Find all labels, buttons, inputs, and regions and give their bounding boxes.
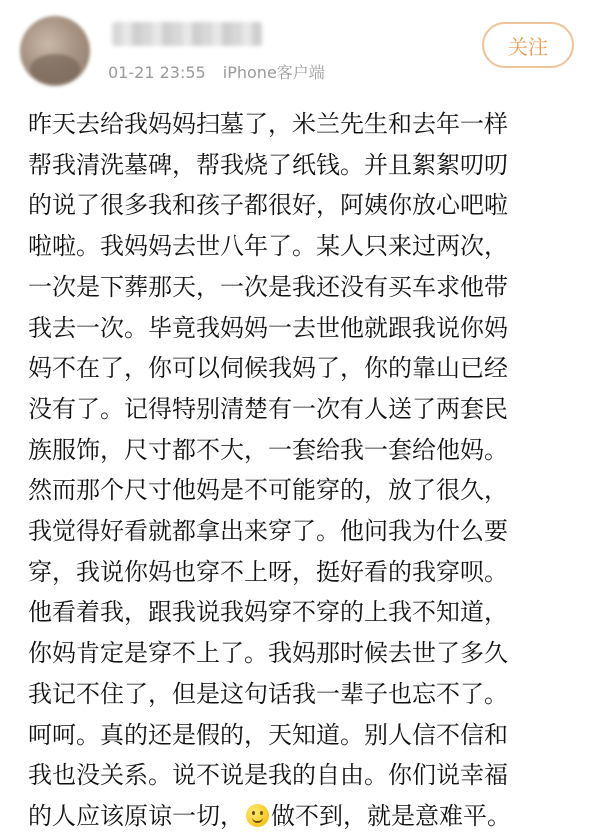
post-line: 妈不在了，你可以伺候我妈了，你的靠山已经 bbox=[28, 354, 508, 383]
post-line: 他看着我，跟我说我妈穿不穿的上我不知道， bbox=[28, 598, 508, 627]
post-line: 我记不住了，但是这句话我一辈子也忘不了。 bbox=[28, 679, 508, 708]
smile-emoji-icon bbox=[246, 804, 269, 827]
post-line: 帮我清洗墓碑，帮我烧了纸钱。并且絮絮叨叨 bbox=[28, 150, 508, 179]
username-redacted[interactable] bbox=[112, 22, 262, 46]
post-line: 我也没关系。说不说是我的自由。你们说幸福 bbox=[28, 761, 508, 790]
post-line: 一次是下葬那天，一次是我还没有买车求他带 bbox=[28, 272, 508, 301]
post-line: 昨天去给我妈妈扫墓了，米兰先生和去年一样 bbox=[28, 110, 508, 138]
post-timestamp: 01-21 23:55 bbox=[108, 63, 206, 82]
post-line: 的说了很多我和孩子都很好，阿姨你放心吧啦 bbox=[28, 191, 508, 220]
post-line: 你妈肯定是穿不上了。我妈那时候去世了多久 bbox=[28, 639, 508, 668]
post-line-last-part2: 做不到，就是意难平。 bbox=[271, 801, 511, 830]
post-line-last bbox=[28, 796, 593, 837]
post-line: 穿，我说你妈也穿不上呀，挺好看的我穿呗。 bbox=[28, 557, 508, 586]
post-text bbox=[28, 104, 593, 837]
avatar[interactable] bbox=[20, 16, 90, 86]
post-line: 然而那个尺寸他妈是不可能穿的，放了很久， bbox=[28, 476, 508, 505]
post-meta bbox=[108, 60, 337, 83]
post-line: 我觉得好看就都拿出来穿了。他问我为什么要 bbox=[28, 517, 508, 546]
post-line: 族服饰，尺寸都不大，一套给我一套给他妈。 bbox=[28, 435, 508, 464]
follow-button[interactable]: 关注 bbox=[482, 22, 574, 68]
post-line: 没有了。记得特别清楚有一次有人送了两套民 bbox=[28, 394, 508, 423]
post-client: iPhone客户端 bbox=[222, 63, 325, 82]
post-header bbox=[0, 0, 600, 100]
post-line: 啦啦。我妈妈去世八年了。某人只来过两次， bbox=[28, 232, 508, 261]
post-line-last-part1: 的人应该原谅一切， bbox=[28, 801, 244, 830]
post-line: 我去一次。毕竟我妈妈一去世他就跟我说你妈 bbox=[28, 313, 508, 342]
post-line: 呵呵。真的还是假的，天知道。别人信不信和 bbox=[28, 720, 508, 749]
